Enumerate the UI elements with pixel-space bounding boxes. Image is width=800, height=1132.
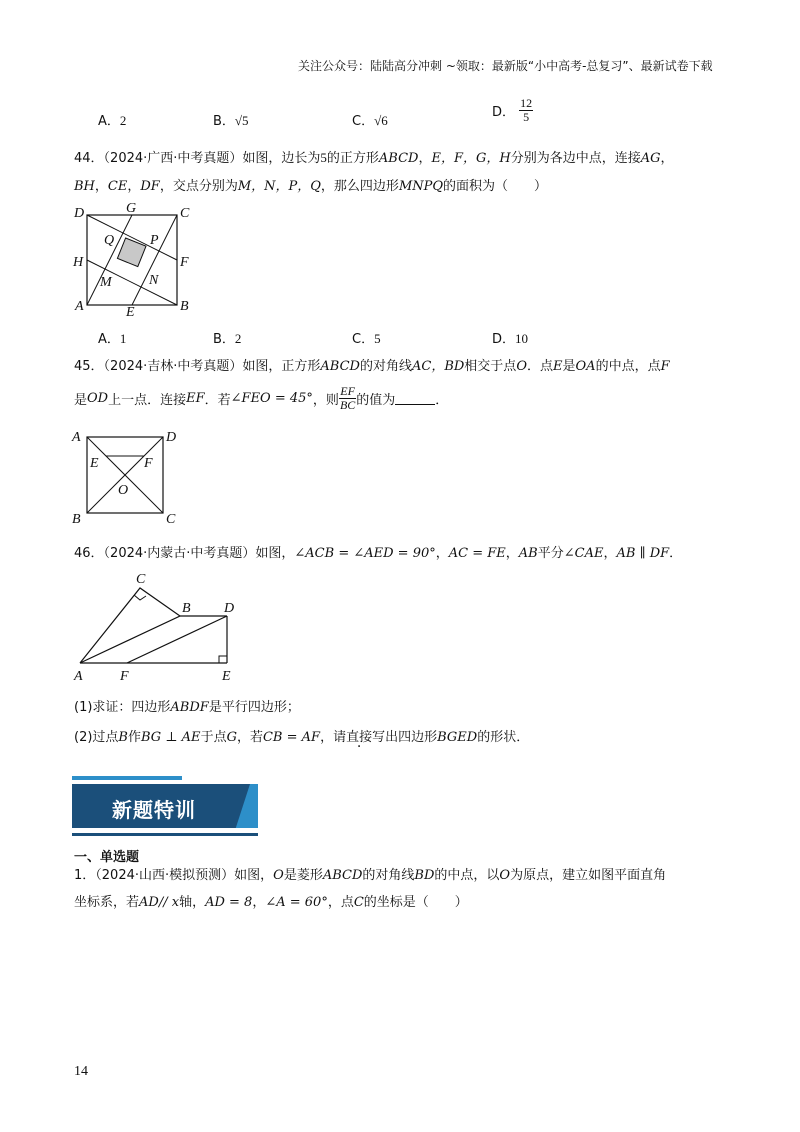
q44-label-h: H [73, 255, 84, 270]
emphasis-direct: 直接 [346, 730, 373, 745]
q44-option-b[interactable]: B．2 [213, 331, 242, 347]
q46-label-a: A [74, 669, 83, 684]
q44-option-d[interactable]: D．10 [492, 331, 529, 347]
q45-label-e: E [90, 456, 99, 471]
q45-text-line2: 是OD上一点．连接EF．若∠FEO = 45°，则 $\frac{EF}{BC}$ 的值为 ． [74, 384, 449, 412]
q45-label-a: A [72, 430, 81, 445]
q46-label-c: C [136, 572, 146, 587]
q43-option-a[interactable]: A．2 [98, 113, 127, 129]
q45-text-line1: 45．（2024·吉林·中考真题）如图，正方形ABCD的对角线AC，BD相交于点O．点E是OA的中点，点F [74, 359, 670, 374]
page-header: 关注公众号：陆陆高分冲刺 ~领取：最新版“小中高考-总复习”、最新试卷下载 [298, 59, 713, 73]
q44-label-g: G [126, 201, 137, 216]
q44-label-q: Q [104, 233, 115, 248]
q45-label-c: C [166, 512, 176, 527]
q45-figure [66, 425, 188, 529]
q44-label-n: N [149, 273, 159, 288]
q45-answer-blank[interactable] [395, 392, 435, 405]
q45-label-d: D [166, 430, 177, 445]
q44-label-c: C [180, 206, 190, 221]
q46-label-f: F [120, 669, 129, 684]
q46-line-fd [127, 616, 227, 663]
q45-label-o: O [118, 483, 129, 498]
q45-label-b: B [72, 512, 81, 527]
q46-text: 46．（2024·内蒙古·中考真题）如图，∠ACB = ∠AED = 90°，AC = FE，AB平分∠CAE，AB ∥ DF． [74, 546, 683, 561]
q43-option-b[interactable]: B．√5 [213, 113, 249, 129]
q45-fraction: $\frac{EF}{BC}$ [339, 384, 356, 412]
q44-text-line2: BH，CE，DF，交点分别为M，N，P，Q，那么四边形MNPQ的面积为（ ） [74, 179, 548, 194]
q1-text-line2: 坐标系，若AD// x轴，AD = 8，∠A = 60°，点C的坐标是（ ） [74, 895, 468, 910]
q46-label-d: D [224, 601, 235, 616]
q46-figure [70, 568, 250, 686]
q46-subquestion-1: (1)求证：四边形ABDF是平行四边形； [74, 700, 300, 715]
q43-option-d-fraction: $\frac{12}{5}$ [520, 96, 533, 124]
q44-option-c[interactable]: C．5 [352, 331, 381, 347]
banner-title: 新题特训 [112, 798, 196, 822]
q44-figure [70, 200, 200, 318]
q46-triangle-acb [80, 588, 180, 663]
q1-text-line1: 1．（2024·山西·模拟预测）如图，O是菱形ABCD的对角线BD的中点，以O为原点，建立如图平面直角 [74, 868, 667, 883]
q46-subquestion-2: (2)过点B作BG ⊥ AE于点G，若CB = AF，请直接写出四边形BGED的形状． [74, 730, 530, 745]
q44-text-line1: 44．（2024·广西·中考真题）如图，边长为5的正方形ABCD，E，F，G，H分别为各边中点，连接AG， [74, 150, 674, 166]
q44-label-b: B [180, 299, 189, 314]
banner-top-line [72, 776, 182, 780]
section-title: 一、单选题 [74, 850, 140, 865]
q46-right-angle-c [134, 595, 146, 600]
q44-label-p: P [150, 233, 159, 248]
q44-label-f: F [180, 255, 189, 270]
q46-label-b: B [182, 601, 191, 616]
q44-label-d: D [74, 206, 85, 221]
q44-option-a[interactable]: A．1 [98, 331, 127, 347]
q44-label-e: E [126, 305, 135, 318]
banner-bottom-line [72, 833, 258, 836]
q46-label-e: E [222, 669, 231, 684]
q43-option-c[interactable]: C．√6 [352, 113, 388, 129]
q43-option-d[interactable]: D． $\frac{12}{5}$ [492, 96, 533, 124]
q44-label-a: A [75, 299, 84, 314]
q44-label-m: M [100, 275, 112, 290]
page-number: 14 [74, 1064, 88, 1079]
q46-right-angle-e [219, 656, 227, 663]
q45-label-f: F [144, 456, 153, 471]
section-banner [72, 776, 258, 836]
